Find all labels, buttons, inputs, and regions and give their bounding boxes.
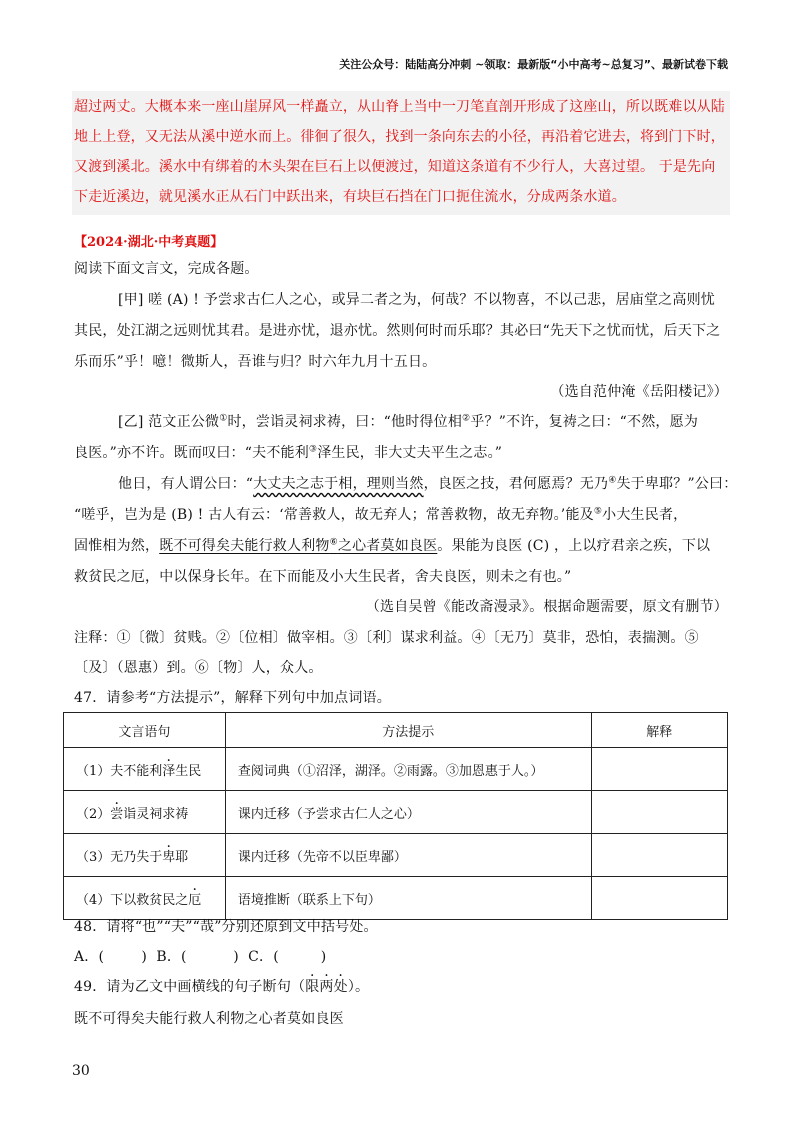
table-header-cell: 方法提示 xyxy=(225,713,591,748)
answer-cell[interactable] xyxy=(591,877,727,920)
jia-line-3: 乐而乐”乎！噫！微斯人，吾谁与归？时六年九月十五日。 xyxy=(74,354,437,370)
yi-line-3: 他日，有人谓公曰：“大丈夫之志于相，理则当然，良医之技，君何愿焉？无乃④失于卑耶？”公曰： xyxy=(118,475,738,492)
q48-options[interactable]: A．( ) B．( ) C．( ) xyxy=(74,949,327,965)
answer-cell[interactable] xyxy=(591,791,727,834)
yi-line-6: 救贫民之厄，中以保身长年。在下而能及小大生民者，舍夫良医，则未之有也。” xyxy=(74,569,572,585)
yi-line-5: 固惟相为然，既不可得矣夫能行救人利物⑥之心者莫如良医。果能为良医 (C) ，上以疗君亲之疾，下以 xyxy=(74,537,711,554)
table-header-row xyxy=(64,713,728,748)
answer-cell[interactable] xyxy=(591,834,727,877)
page-header: 关注公众号：陆陆高分冲刺 ~领取：最新版“小中高考~总复习”、最新试卷下载 xyxy=(339,58,728,71)
underlined-sentence: 既不可得矣夫能行救人利物⑥之心者莫如良医 xyxy=(159,537,438,554)
yi-source: （选自吴曾《能改斋漫录》。根据命题需要，原文有删节） xyxy=(365,599,728,615)
table-row xyxy=(64,877,728,920)
jia-line-2: 其民，处江湖之远则忧其君。是进亦忧，退亦忧。然则何时而乐耶？其必曰“先天下之忧而忧，后天下之 xyxy=(74,323,721,339)
sentence-cell: （4）下以救贫民之厄 xyxy=(64,877,226,920)
q49-prompt: 49．请为乙文中画横线的句子断句（限两处）。 xyxy=(74,979,370,995)
yi-line-1: [乙] 范文正公微①时，尝诣灵祠求祷，曰：“他时得位相②乎？”不许，复祷之曰：“不然，愿为 xyxy=(118,413,699,430)
answer-cell[interactable] xyxy=(591,748,727,791)
q47-table xyxy=(63,712,728,920)
jia-source: （选自范仲淹《岳阳楼记》） xyxy=(550,384,728,400)
q48-prompt: 48．请将“也”“夫”“哉”分别还原到文中括号处。 xyxy=(74,919,378,935)
q49-sentence: 既不可得矣夫能行救人利物之心者莫如良医 xyxy=(74,1011,344,1027)
translation-line-4: 下走近溪边，就见溪水正从石门中跃出来，有块巨石挡在门口扼住流水，分成两条水道。 xyxy=(74,189,626,205)
jia-line-1: [甲] 嗟 (A) ! 予尝求古仁人之心，或异二者之为，何哉？不以物喜，不以己悲，居庙堂之高则忧 xyxy=(118,292,715,308)
sentence-cell: （2）尝诣灵祠求祷 xyxy=(64,791,226,834)
sentence-cell: （1）夫不能利泽生民 xyxy=(64,748,226,791)
table-header-cell: 解释 xyxy=(591,713,727,748)
exam-source-tag: 【2024·湖北·中考真题】 xyxy=(74,235,224,250)
instruction: 阅读下面文言文，完成各题。 xyxy=(74,261,259,277)
q47-prompt: 47．请参考“方法提示”，解释下列句中加点词语。 xyxy=(74,690,391,706)
sentence-cell: （3）无乃失于卑耶 xyxy=(64,834,226,877)
translation-line-1: 超过两丈。大概本来一座山崖屏风一样矗立，从山脊上当中一刀笔直剖开形成了这座山，所以既难以从陆 xyxy=(74,99,725,115)
translation-line-3: 又渡到溪北。溪水中有绑着的木头架在巨石上以便渡过，知道这条道有不少行人，大喜过望。 于是先向 xyxy=(74,159,716,175)
table-header-cell: 文言语句 xyxy=(64,713,226,748)
hint-cell: 课内迁移（先帝不以臣卑鄙） xyxy=(225,834,591,877)
wavy-underlined-phrase: 大丈夫之志于相，理则当然 xyxy=(253,476,424,492)
hint-cell: 课内迁移（予尝求古仁人之心） xyxy=(225,791,591,834)
notes-line-2: 〔及〕（恩惠）到。⑥〔物〕人，众人。 xyxy=(74,660,323,676)
table-row xyxy=(64,791,728,834)
hint-cell: 语境推断（联系上下句） xyxy=(225,877,591,920)
page-number: 30 xyxy=(72,1063,90,1079)
translation-line-2: 地上上登，又无法从溪中逆水而上。徘徊了很久，找到一条向东去的小径，再沿着它进去，将到门下时， xyxy=(74,129,725,145)
yi-line-4: “嗟乎，岂为是 (B) ! 古人有云：‘常善救人，故无弃人；常善救物，故无弃物。’能及⑤小大生民者， xyxy=(74,506,688,523)
table-row xyxy=(64,748,728,791)
yi-line-2: 良医。”亦不许。既而叹曰：“夫不能利③泽生民，非大丈夫平生之志。” xyxy=(74,444,503,461)
notes-line-1: 注释：①〔微〕贫贱。②〔位相〕做宰相。③〔利〕谋求利益。④〔无乃〕莫非，恐怕，表揣测。⑤ xyxy=(74,630,699,646)
hint-cell: 查阅词典（①沼泽，湖泽。②雨露。③加恩惠于人。） xyxy=(225,748,591,791)
table-row xyxy=(64,834,728,877)
